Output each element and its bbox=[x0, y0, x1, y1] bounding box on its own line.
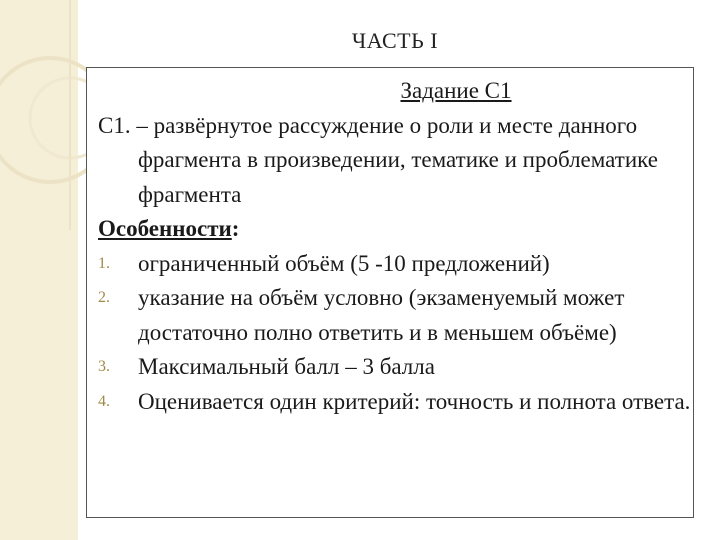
features-label: Особенности bbox=[98, 216, 232, 241]
task-title: Задание С1 bbox=[400, 78, 512, 103]
task-content bbox=[98, 74, 694, 419]
left-decorative-band bbox=[0, 0, 78, 540]
task-description: С1. – развёрнутое рассуждение о роли и месте данного фрагмента в произведении, тематике и проблематике фрагмента bbox=[98, 112, 658, 207]
list-item-number: 3. bbox=[98, 358, 110, 375]
list-item bbox=[98, 350, 694, 385]
features-heading bbox=[98, 212, 694, 247]
list-item-text: Максимальный балл – 3 балла bbox=[138, 354, 435, 379]
slide-title: ЧАСТЬ I bbox=[351, 28, 439, 53]
list-item-number: 4. bbox=[98, 392, 110, 410]
list-item-text: указание на объём условно (экзаменуемый может достаточно полно ответить и в меньшем объёме) bbox=[138, 285, 625, 345]
list-item-number: 1. bbox=[98, 254, 110, 272]
list-item bbox=[98, 247, 694, 282]
list-item-number: 2. bbox=[98, 289, 110, 306]
list-item bbox=[98, 385, 694, 420]
features-colon: : bbox=[231, 216, 240, 241]
list-item-text: Оценивается один критерий: точность и полнота ответа. bbox=[138, 388, 691, 414]
list-item bbox=[98, 281, 694, 350]
features-list bbox=[98, 247, 694, 420]
list-item-text: ограниченный объём (5 -10 предложений) bbox=[138, 250, 550, 276]
